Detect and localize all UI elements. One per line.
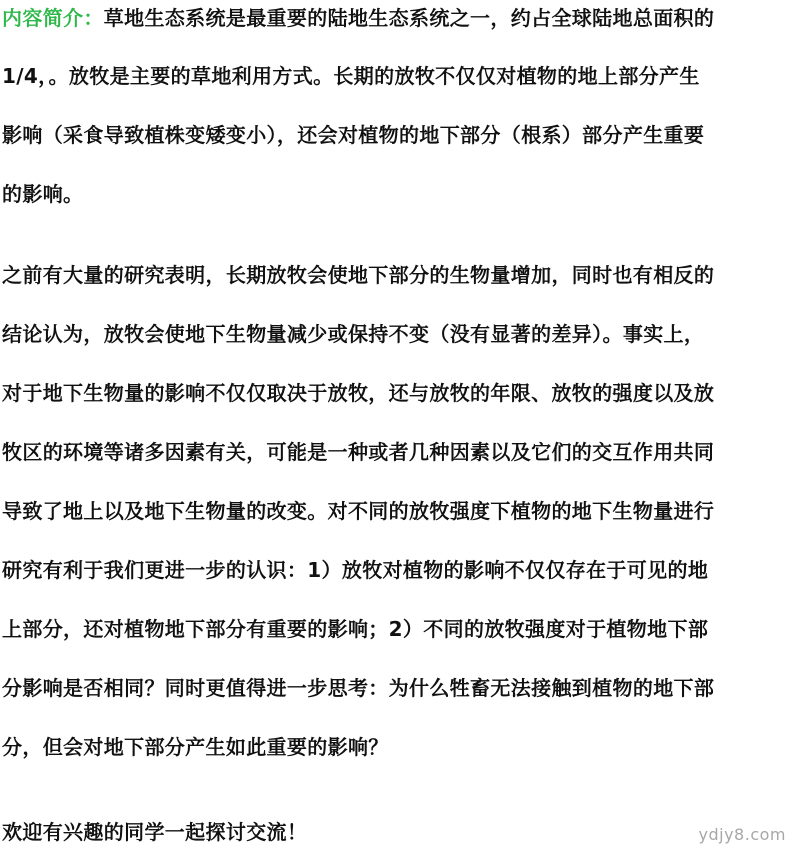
- body-line-6: 研究有利于我们更进一步的认识：1）放牧对植物的影响不仅仅存在于可见的地: [2, 558, 709, 582]
- body-line-4: 牧区的环境等诸多因素有关，可能是一种或者几种因素以及它们的交互作用共同: [2, 440, 715, 464]
- body-line-3: 对于地下生物量的影响不仅仅取决于放牧，还与放牧的年限、放牧的强度以及放: [2, 381, 715, 405]
- intro-label: 内容简介：: [2, 6, 104, 30]
- body-line-8: 分影响是否相同？同时更值得进一步思考：为什么牲畜无法接触到植物的地下部: [2, 676, 715, 700]
- intro-line-3: 影响（采食导致植株变矮变小），还会对植物的地下部分（根系）部分产生重要: [2, 123, 705, 147]
- body-line-5: 导致了地上以及地下生物量的改变。对不同的放牧强度下植物的地下生物量进行: [2, 499, 715, 523]
- site-watermark: ydjy8.com: [698, 825, 786, 844]
- intro-line-4: 的影响。: [2, 182, 84, 206]
- body-line-7: 上部分，还对植物地下部分有重要的影响；2）不同的放牧强度对于植物地下部: [2, 617, 709, 641]
- body-line-1: 之前有大量的研究表明，长期放牧会使地下部分的生物量增加，同时也有相反的: [2, 263, 715, 287]
- closing-line: 欢迎有兴趣的同学一起探讨交流！: [2, 820, 308, 844]
- intro-line-1: [2, 0, 714, 36]
- body-line-2: 结论认为，放牧会使地下生物量减少或保持不变（没有显著的差异）。事实上，: [2, 322, 705, 346]
- intro-text-1: 草地生态系统是最重要的陆地生态系统之一，约占全球陆地总面积的: [103, 6, 715, 30]
- intro-line-2: 1/4，。放牧是主要的草地利用方式。长期的放牧不仅仅对植物的地上部分产生: [2, 64, 700, 88]
- body-line-9: 分，但会对地下部分产生如此重要的影响？: [2, 735, 389, 759]
